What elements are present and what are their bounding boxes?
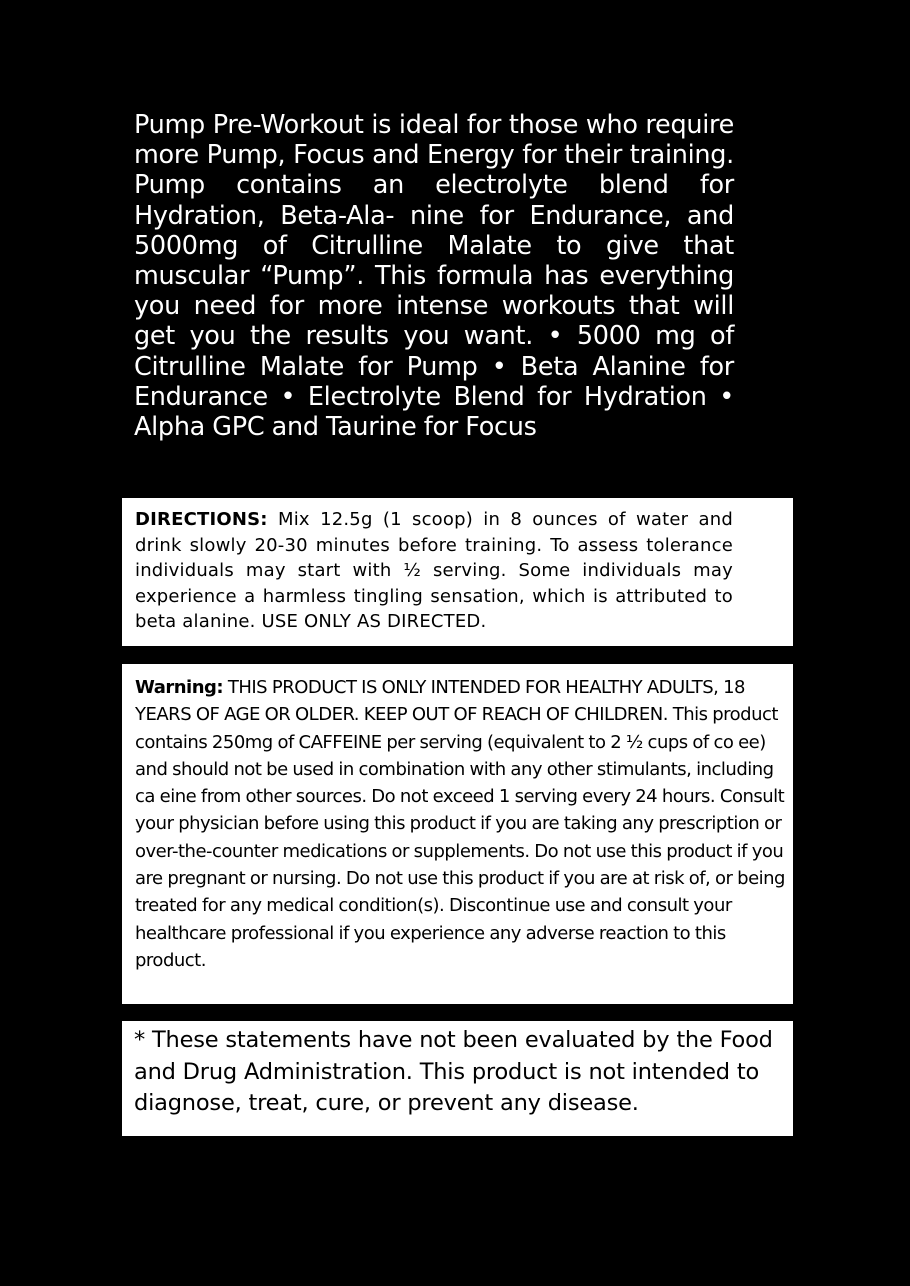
directions-panel	[122, 498, 793, 646]
warning-label: Warning:	[135, 677, 224, 698]
directions-text: Mix 12.5g (1 scoop) in 8 ounces of water and drink slowly 20-30 minutes before training. To assess tolerance individuals may start with ½ serving. Some individuals may experience a harmless tingling sensation, which is attributed to beta alanine. USE ONLY AS DIRECTED.	[135, 509, 733, 632]
product-description: Pump Pre-Workout is ideal for those who require more Pump, Focus and Energy for their training. Pump contains an electrolyte blend for Hydration, Beta-Ala- nine for Endurance, and 5000mg of Citrulline Malate to give that muscular “Pump”. This formula has everything you need for more intense workouts that will get you the results you want. • 5000 mg of Citrulline Malate for Pump • Beta Alanine for Endurance • Electrolyte Blend for Hydration • Alpha GPC and Taurine for Focus	[134, 110, 734, 443]
fda-disclaimer-text: * These statements have not been evaluated by the Food and Drug Administration. This product is not intended to diagnose, treat, cure, or prevent any disease.	[134, 1027, 773, 1116]
directions-label: DIRECTIONS:	[135, 509, 268, 530]
warning-text: THIS PRODUCT IS ONLY INTENDED FOR HEALTHY ADULTS, 18 YEARS OF AGE OR OLDER. KEEP OUT OF REACH OF CHILDREN. This product contains 250mg of CAFFEINE per serving (equivalent to 2 ½ cups of co ee) and should not be used in combination with any other stimulants, including ca eine from other sources. Do not exceed 1 serving every 24 hours. Consult your physician before using this product if you are taking any prescription or over-the-counter medications or supplements. Do not use this product if you are pregnant or nursing. Do not use this product if you are at risk of, or being treated for any medical condition(s). Discontinue use and consult your healthcare professional if you experience any adverse reaction to this product.	[135, 677, 785, 971]
fda-disclaimer-panel	[122, 1021, 793, 1136]
warning-panel	[122, 664, 793, 1004]
